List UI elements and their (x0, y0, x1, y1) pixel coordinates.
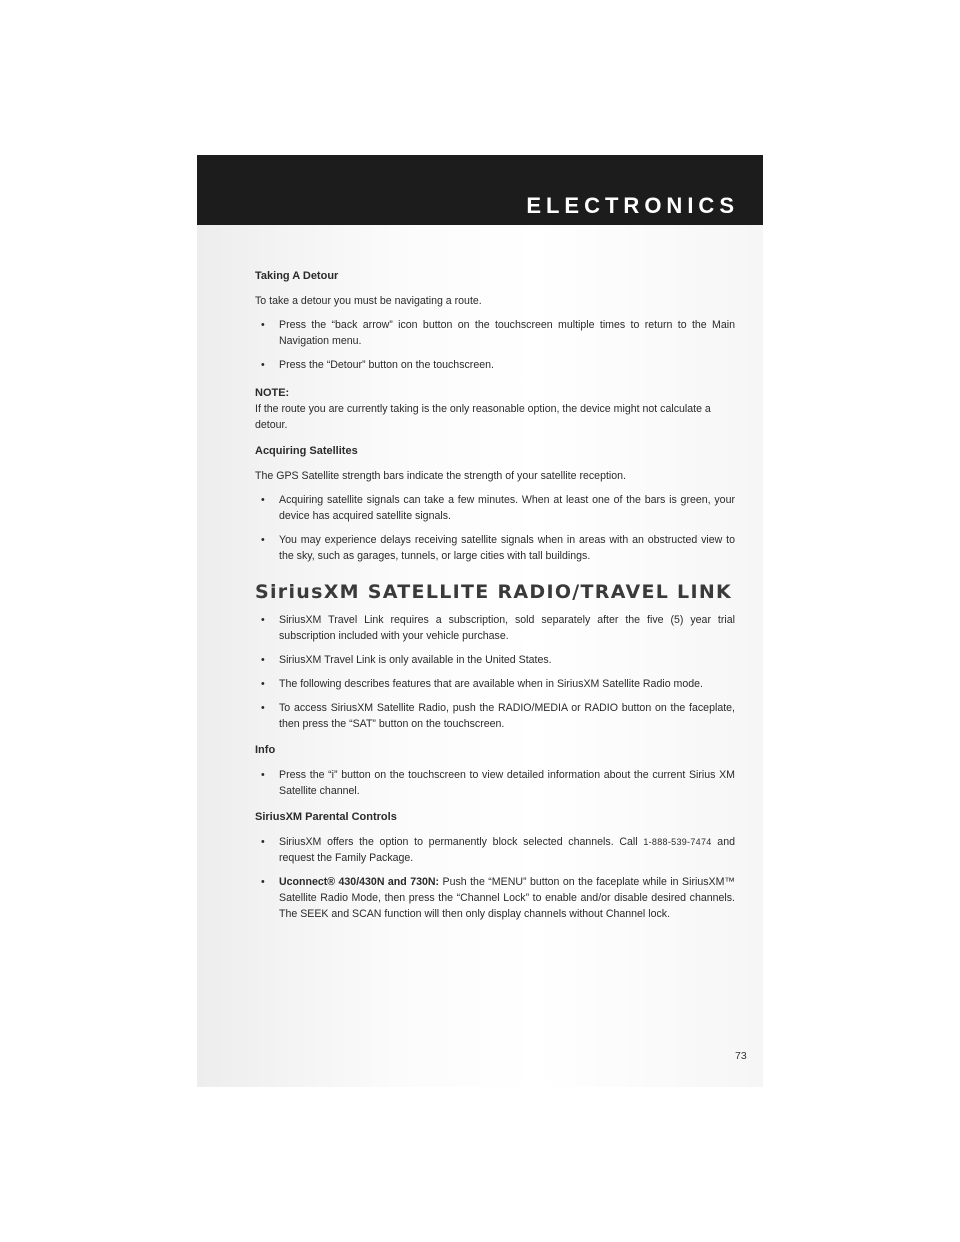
detour-intro: To take a detour you must be navigating a route. (255, 295, 482, 307)
info-bullet: • Press the “i” button on the touchscreen to view detailed information about the current Sirius XM Satellite channel. (261, 769, 735, 797)
section-header-bar (197, 155, 763, 225)
satellites-bullet: • You may experience delays receiving satellite signals when in areas with an obstructed view to the sky, such as garages, tunnels, or large cities with tall buildings. (261, 534, 735, 562)
sirius-bullet: • The following describes features that are available when in SiriusXM Satellite Radio mode. (261, 678, 703, 690)
detour-bullet: • Press the “Detour” button on the touchscreen. (261, 359, 494, 371)
bullet-dot: • (261, 769, 265, 781)
bullet-dot: • (261, 876, 265, 888)
sirius-bullet: • SiriusXM Travel Link is only available in the United States. (261, 654, 552, 666)
satellites-intro: The GPS Satellite strength bars indicate the strength of your satellite reception. (255, 470, 626, 482)
sirius-section-heading: SiriusXM SATELLITE RADIO/TRAVEL LINK (255, 581, 733, 603)
page-number: 73 (735, 1050, 747, 1062)
bullet-dot: • (261, 836, 265, 848)
bullet-dot: • (261, 534, 265, 546)
bullet-dot: • (261, 319, 265, 331)
info-heading: Info (255, 744, 276, 756)
bullet-dot: • (261, 359, 265, 371)
uconnect-label: Uconnect® 430/430N and 730N: (279, 876, 440, 888)
satellites-heading: Acquiring Satellites (255, 445, 358, 457)
bullet-dot: • (261, 678, 265, 690)
note-label: NOTE: (255, 387, 290, 399)
uconnect-bullet: • Uconnect® 430/430N and 730N: Push the “MENU” button on the faceplate while in SiriusXM™ Satellite Radio Mode, then press the “Channel Lock” to enable and/or disable desired channels. The SEEK and SCAN function will then only display channels without Channel lock. (261, 876, 735, 920)
bullet-dot: • (261, 614, 265, 626)
sirius-bullet: • SiriusXM Travel Link requires a subscription, sold separately after the five (5) year trial subscription included with your vehicle purchase. (261, 614, 735, 642)
parental-bullet: • SiriusXM offers the option to permanently block selected channels. Call 1-888-539-7474 and request the Family Package. (261, 836, 735, 864)
phone-number: 1-888-539-7474 (643, 837, 712, 847)
page-content (255, 268, 735, 930)
detour-heading: Taking A Detour (255, 270, 339, 282)
bullet-dot: • (261, 702, 265, 714)
parental-controls-heading: SiriusXM Parental Controls (255, 811, 397, 823)
satellites-bullet: • Acquiring satellite signals can take a few minutes. When at least one of the bars is green, your device has acquired satellite signals. (261, 494, 735, 522)
note-text: If the route you are currently taking is the only reasonable option, the device might not calculate a detour. (255, 403, 711, 431)
sirius-bullet: • To access SiriusXM Satellite Radio, push the RADIO/MEDIA or RADIO button on the faceplate, then press the “SAT” button on the touchscreen. (261, 702, 735, 730)
bullet-dot: • (261, 654, 265, 666)
detour-bullet: • Press the “back arrow” icon button on the touchscreen multiple times to return to the Main Navigation menu. (261, 319, 735, 347)
bullet-dot: • (261, 494, 265, 506)
section-title: ELECTRONICS (526, 193, 739, 218)
